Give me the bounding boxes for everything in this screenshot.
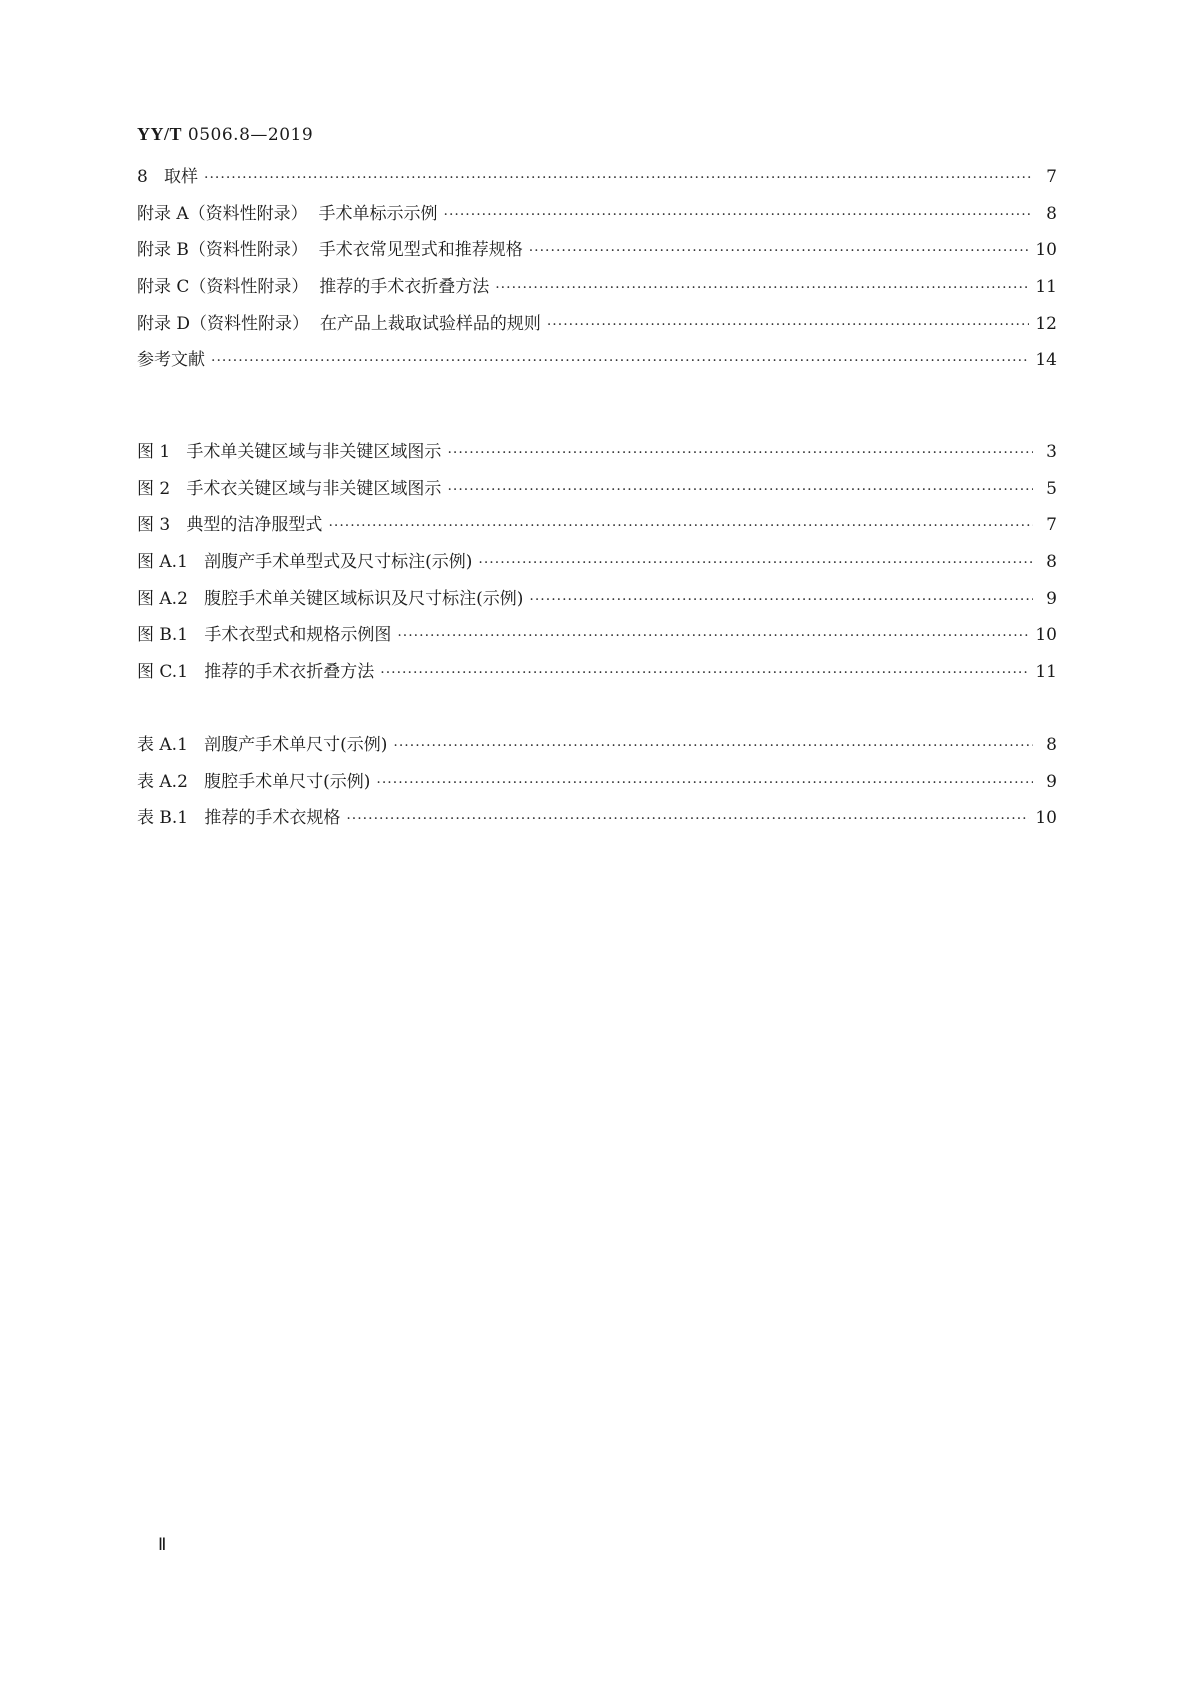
toc-entry[interactable] (137, 767, 1057, 804)
toc-entry[interactable] (137, 345, 1057, 382)
standard-code-header (137, 124, 313, 145)
toc-entry-page: 10 (1035, 625, 1057, 646)
toc-entry-page: 10 (1035, 240, 1057, 261)
toc-entry-page: 9 (1046, 771, 1057, 792)
leader-dots (495, 280, 1029, 296)
toc-entry-label: 附录 D（资料性附录） 在产品上裁取试验样品的规则 (137, 313, 541, 334)
leader-dots (547, 317, 1030, 333)
leader-dots (346, 811, 1029, 827)
toc-entry-label: 图 3 典型的洁净服型式 (137, 515, 323, 536)
toc-entry-label: 表 A.1 剖腹产手术单尺寸(示例) (137, 735, 388, 755)
toc-entry-label: 图 2 手术衣关键区域与非关键区域图示 (137, 478, 442, 499)
toc-entry-page: 14 (1035, 350, 1057, 371)
toc-entry-label: 8 取样 (137, 167, 199, 187)
toc-entry[interactable] (137, 162, 1057, 199)
toc-entry-label: 附录 C（资料性附录） 推荐的手术衣折叠方法 (137, 277, 490, 298)
standard-code-number: 0506.8—2019 (182, 125, 314, 145)
toc-entry[interactable] (137, 309, 1057, 346)
toc-entry[interactable] (137, 584, 1057, 621)
leader-dots (328, 518, 1033, 534)
toc-entry-label: 表 A.2 腹腔手术单尺寸(示例) (137, 771, 371, 792)
toc-entry-label: 图 B.1 手术衣型式和规格示例图 (137, 625, 392, 646)
toc-figures (137, 437, 1057, 694)
toc-entry[interactable] (137, 657, 1057, 694)
toc-entry-label: 图 1 手术单关键区域与非关键区域图示 (137, 442, 442, 462)
toc-entry[interactable] (137, 510, 1057, 547)
leader-dots (397, 628, 1029, 644)
toc-entry-page: 12 (1035, 313, 1057, 334)
leader-dots (447, 482, 1033, 498)
toc-entry-label: 表 B.1 推荐的手术衣规格 (137, 808, 341, 829)
toc-entry[interactable] (137, 272, 1057, 309)
toc-entry-page: 10 (1035, 808, 1057, 829)
toc-entry-page: 7 (1046, 167, 1057, 187)
leader-dots (444, 207, 1034, 223)
toc-tables (137, 730, 1057, 840)
toc-sections (137, 162, 1057, 382)
toc-entry-label: 图 A.1 剖腹产手术单型式及尺寸标注(示例) (137, 552, 473, 573)
leader-dots (478, 555, 1033, 571)
leader-dots (204, 170, 1033, 186)
leader-dots (211, 353, 1029, 369)
toc-entry[interactable] (137, 547, 1057, 584)
toc-entry[interactable] (137, 803, 1057, 840)
leader-dots (380, 665, 1029, 681)
leader-dots (393, 738, 1033, 754)
leader-dots (529, 592, 1033, 608)
toc-entry-label: 图 C.1 推荐的手术衣折叠方法 (137, 662, 375, 683)
toc-entry-page: 11 (1035, 277, 1057, 298)
toc-entry-page: 3 (1046, 442, 1057, 462)
toc-entry[interactable] (137, 235, 1057, 272)
toc-entry-page: 8 (1046, 203, 1057, 224)
toc-entry-label: 附录 A（资料性附录） 手术单标示示例 (137, 203, 438, 224)
toc-entry-label: 参考文献 (137, 350, 205, 371)
toc-entry[interactable] (137, 437, 1057, 474)
toc-entry-page: 7 (1046, 515, 1057, 536)
toc-entry-page: 8 (1046, 552, 1057, 573)
leader-dots (447, 445, 1033, 461)
leader-dots (529, 243, 1030, 259)
toc-entry-label: 图 A.2 腹腔手术单关键区域标识及尺寸标注(示例) (137, 588, 524, 609)
toc-entry-page: 8 (1046, 735, 1057, 755)
toc-entry[interactable] (137, 199, 1057, 236)
toc-entry[interactable] (137, 620, 1057, 657)
toc-entry-page: 11 (1035, 662, 1057, 683)
toc-entry[interactable] (137, 474, 1057, 511)
toc-entry-label: 附录 B（资料性附录） 手术衣常见型式和推荐规格 (137, 240, 523, 261)
toc-entry[interactable] (137, 730, 1057, 767)
toc-entry-page: 5 (1046, 478, 1057, 499)
standard-code-prefix: YY/T (137, 124, 183, 144)
page-number: Ⅱ (158, 1535, 167, 1554)
toc-entry-page: 9 (1046, 588, 1057, 609)
leader-dots (376, 775, 1033, 791)
